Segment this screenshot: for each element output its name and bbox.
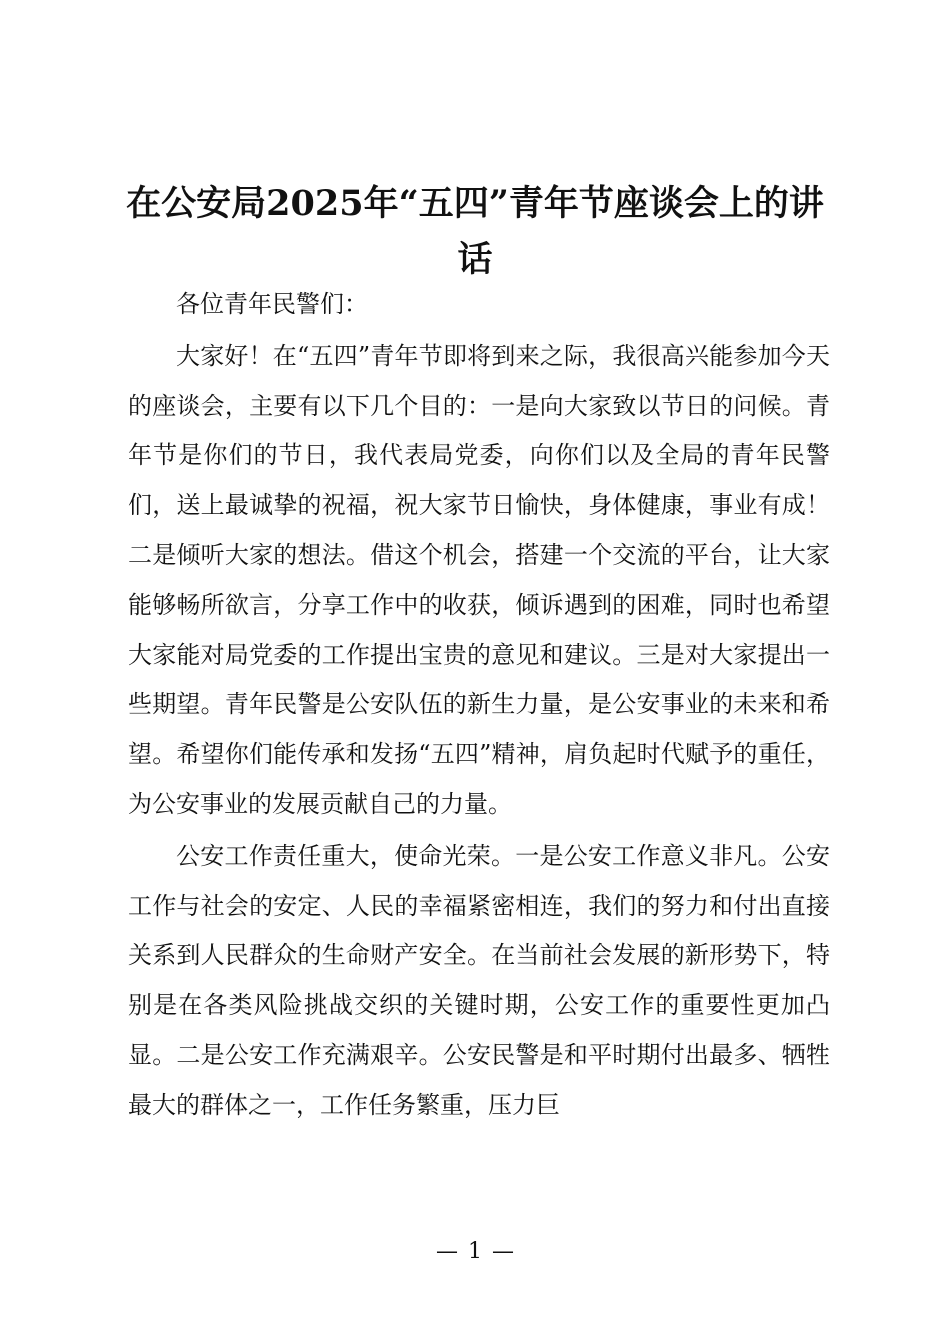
document-body (128, 280, 830, 1133)
paragraph: 大家好！在“五四”青年节即将到来之际，我很高兴能参加今天的座谈会，主要有以下几个目的：一是向大家致以节日的问候。青年节是你们的节日，我代表局党委，向你们以及全局的青年民警们，送上最诚挚的祝福，祝大家节日愉快，身体健康，事业有成！二是倾听大家的想法。借这个机会，搭建一个交流的平台，让大家能够畅所欲言，分享工作中的收获，倾诉遇到的困难，同时也希望大家能对局党委的工作提出宝贵的意见和建议。三是对大家提出一些期望。青年民警是公安队伍的新生力量，是公安事业的未来和希望。希望你们能传承和发扬“五四”精神，肩负起时代赋予的重任，为公安事业的发展贡献自己的力量。 (128, 341, 830, 818)
page-number: 1 (468, 1239, 482, 1264)
page-number-dash-left: — (436, 1239, 458, 1264)
document-title: 在公安局2025年“五四”青年节座谈会上的讲话 (126, 183, 824, 280)
page-number-dash-right: — (492, 1239, 514, 1264)
salutation: 各位青年民警们： (176, 290, 368, 318)
page-footer (0, 1236, 950, 1268)
paragraph: 公安工作责任重大，使命光荣。一是公安工作意义非凡。公安工作与社会的安定、人民的幸福紧密相连，我们的努力和付出直接关系到人民群众的生命财产安全。在当前社会发展的新形势下，特别是在各类风险挑战交织的关键时期，公安工作的重要性更加凸显。二是公安工作充满艰辛。公安民警是和平时期付出最多、牺牲最大的群体之一，工作任务繁重，压力巨 (128, 841, 830, 1119)
